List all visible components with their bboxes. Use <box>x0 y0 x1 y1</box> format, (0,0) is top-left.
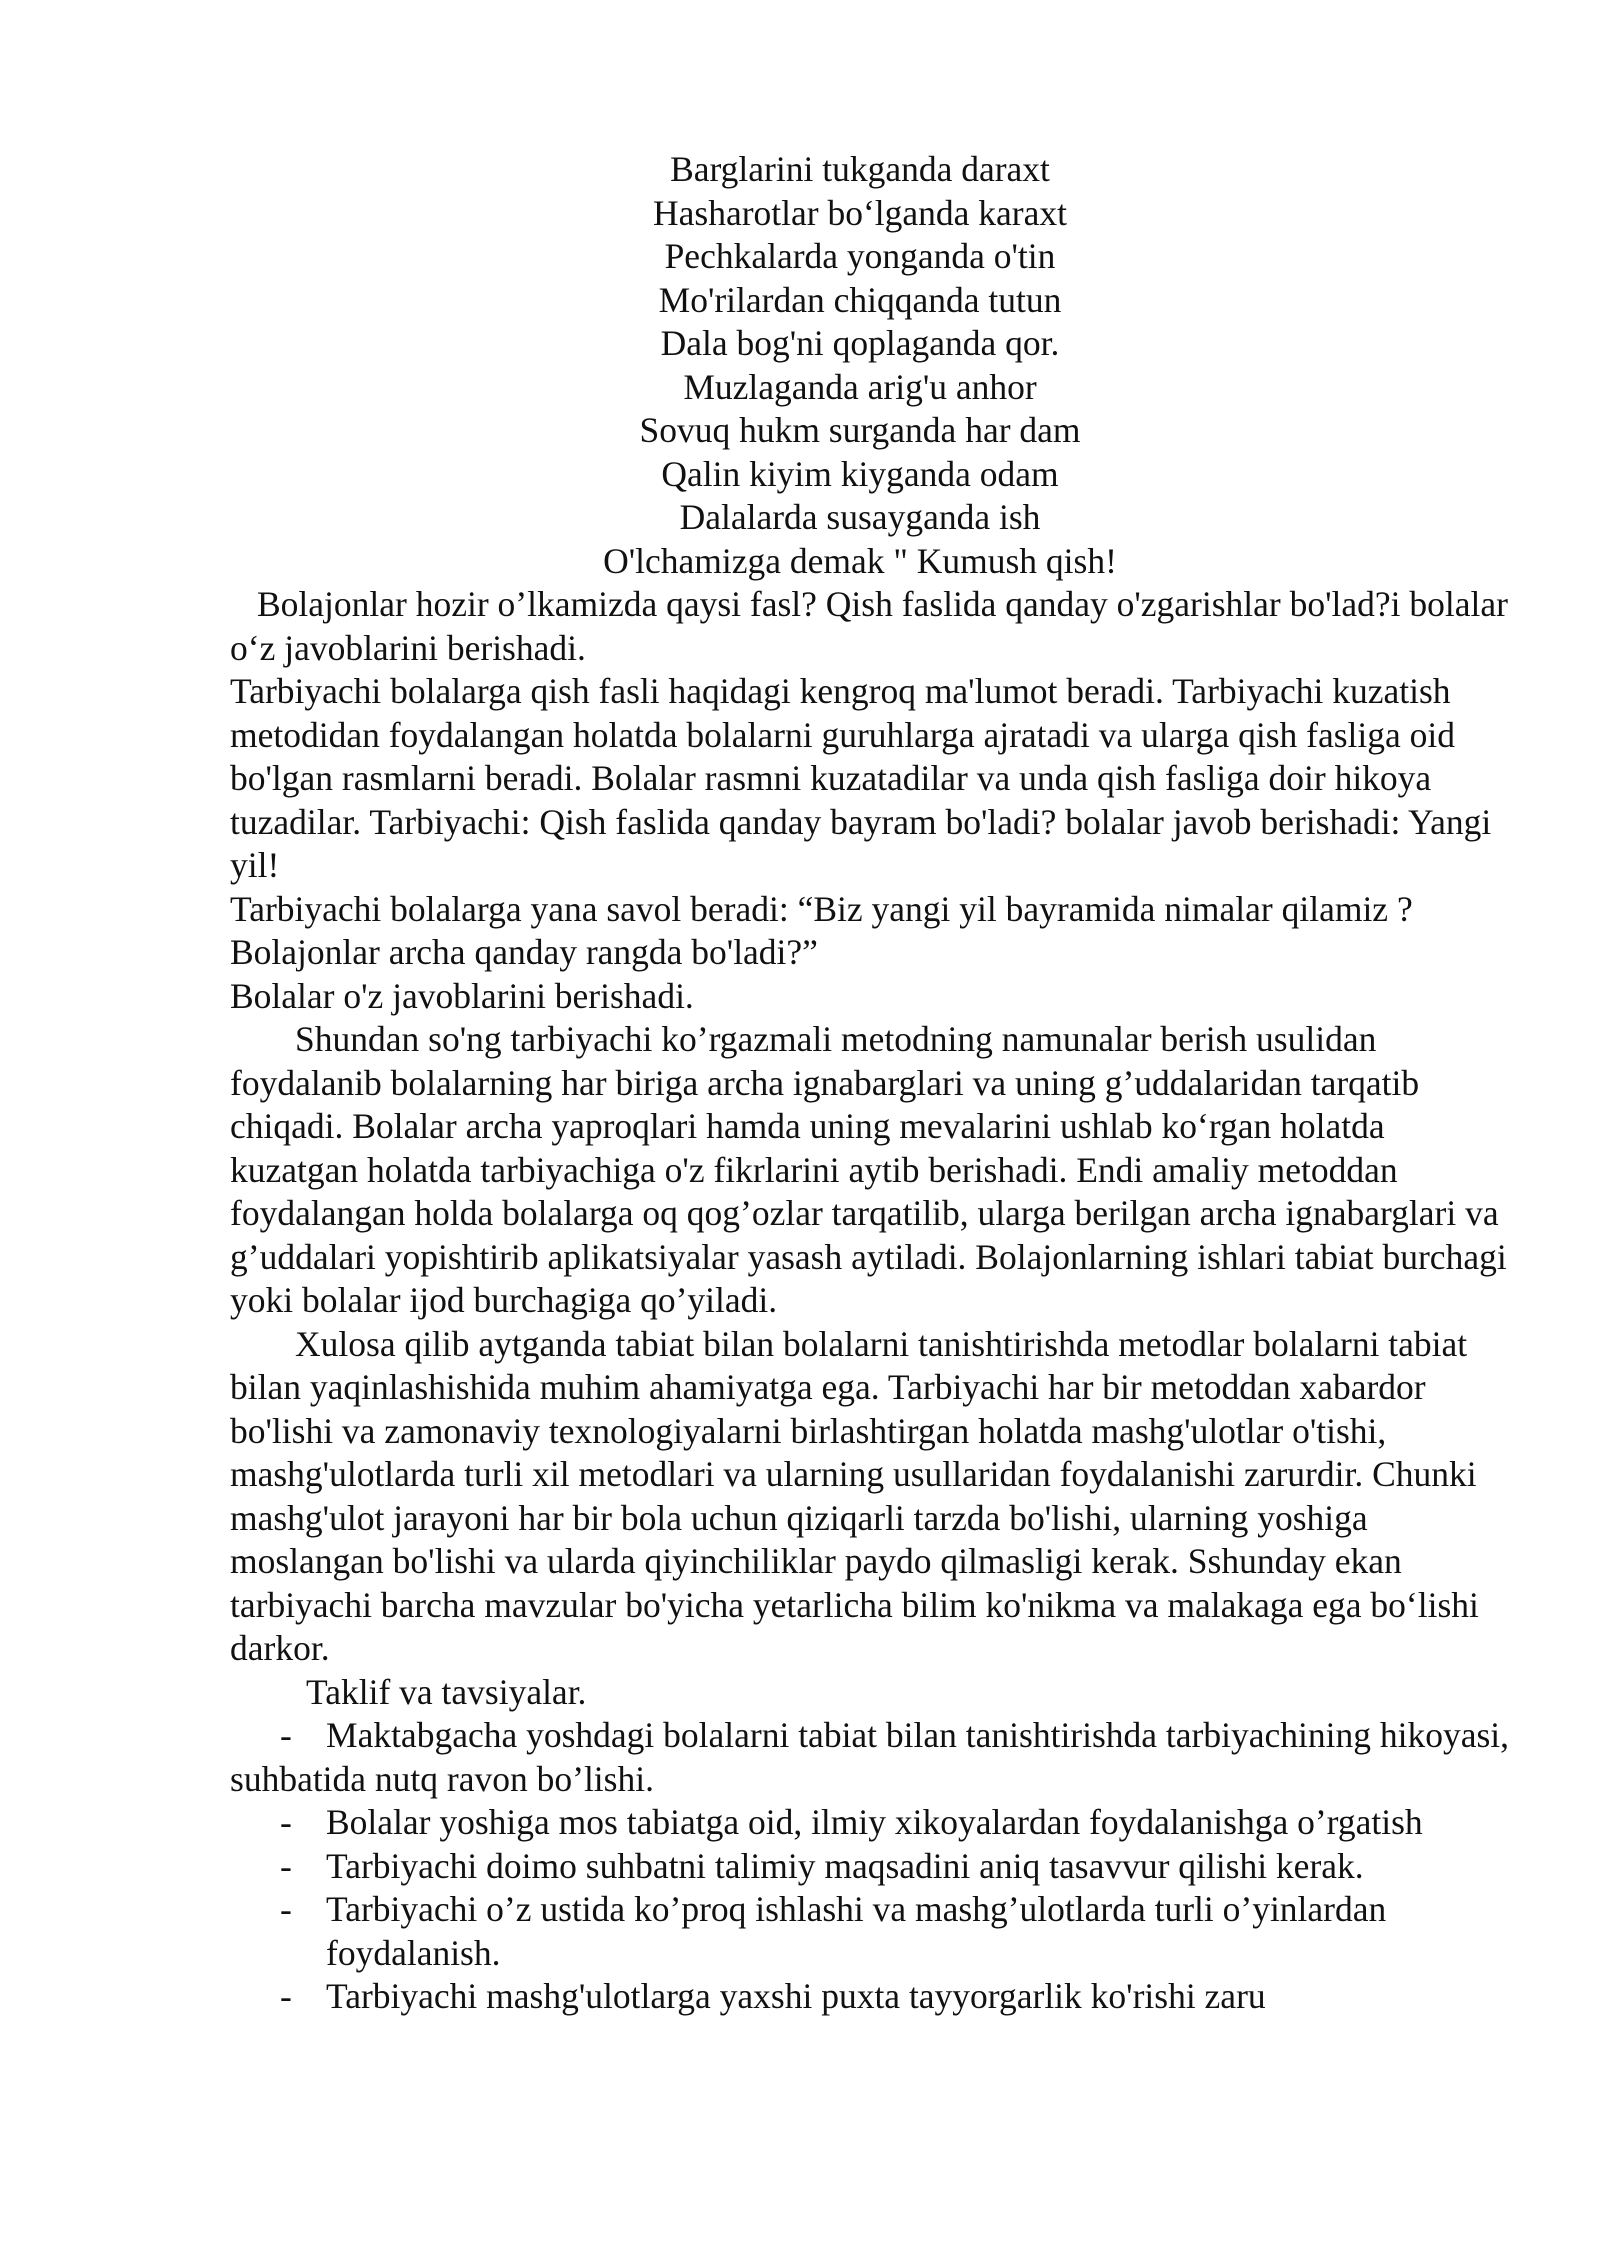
list-item-text: Tarbiyachi o’z ustida ko’proq ishlashi va mashg’ulotlarda turli o’yinlardan foydalanish. <box>326 1889 1387 1973</box>
poem <box>230 148 1490 583</box>
poem-line: Pechkalarda yonganda o'tin <box>664 236 1056 276</box>
poem-line: Qalin kiyim kiyganda odam <box>661 453 1059 494</box>
list-item: - Tarbiyachi o’z ustida ko’proq ishlashi va mashg’ulotlarda turli o’yinlardan foydalanish. <box>280 1889 1387 1973</box>
recommendations-heading: Taklif va tavsiyalar. <box>306 1671 587 1712</box>
paragraph-teacher-info: Tarbiyachi bolalarga qish fasli haqidagi kengroq ma'lumot beradi. Tarbiyachi kuzatish metodidan foydalangan holatda bolalarni guruhlarga ajratadi va ularga qish fasliga oid bo'lgan rasmlarni beradi. Bolalar rasmni kuzatadilar va unda qish fasliga doir hikoya tuzadilar. Tarbiyachi: Qish faslida qanday bayram bo'ladi? bolalar javob berishadi: Yangi yil! <box>230 671 1492 885</box>
poem-line: Dala bog'ni qoplaganda qor. <box>660 323 1060 363</box>
poem-line: O'lchamizga demak " Kumush qish! <box>603 540 1117 581</box>
list-dash: - <box>280 1715 292 1755</box>
paragraph-question: Bolajonlar hozir o’lkamizda qaysi fasl? Qish faslida qanday o'zgarishlar bo'lad?i bolalar o‘z javoblarini berishadi. <box>230 584 1508 668</box>
paragraph-children-answer: Bolalar o'z javoblarini berishadi. <box>230 975 694 1016</box>
list-item: - Bolalar yoshiga mos tabiatga oid, ilmiy xikoyalardan foydalanishga o’rgatish <box>280 1802 1423 1842</box>
document-body <box>230 148 1510 2019</box>
poem-line: Muzlaganda arig'u anhor <box>683 366 1037 407</box>
poem-line: Sovuq hukm surganda har dam <box>639 410 1081 450</box>
poem-line: Barglarini tukganda daraxt <box>670 149 1050 189</box>
list-item: - Tarbiyachi doimo suhbatni talimiy maqsadini aniq tasavvur qilishi kerak. <box>280 1845 1364 1886</box>
list-item-text: Maktabgacha yoshdagi bolalarni tabiat bilan tanishtirishda tarbiyachining hikoyasi, suhbatida nutq ravon bo’lishi. <box>230 1715 1510 1799</box>
recommendations-list <box>230 1714 1510 2019</box>
poem-line: Dalalarda susayganda ish <box>679 497 1041 537</box>
paragraph-teacher-question: Tarbiyachi bolalarga yana savol beradi: “Biz yangi yil bayramida nimalar qilamiz ? Bolajonlar archa qanday rangda bo'ladi?” <box>230 888 1413 972</box>
paragraph-demonstration: Shundan so'ng tarbiyachi ko’rgazmali metodning namunalar berish usulidan foydalanib bolalarning har biriga archa ignabarglari va uning g’uddalaridan tarqatib chiqadi. Bolalar archa yaproqlari hamda uning mevalarini ushlab ko‘rgan holatda kuzatgan holatda tarbiyachiga o'z fikrlarini aytib berishadi. Endi amaliy metoddan foydalangan holda bolalarga oq qog’ozlar tarqatilib, ularga berilgan archa ignabarglari va g’uddalari yopishtirib aplikatsiyalar yasash aytiladi. Bolajonlarning ishlari tabiat burchagi yoki bolalar ijod burchagiga qo’yiladi. <box>230 1019 1507 1320</box>
list-item: - Tarbiyachi mashg'ulotlarga yaxshi puxta tayyorgarlik ko'rishi zaru <box>280 1976 1266 2016</box>
poem-line: Hasharotlar bo‘lganda karaxt <box>653 192 1067 233</box>
list-item-text: Tarbiyachi doimo suhbatni talimiy maqsadini aniq tasavvur qilishi kerak. <box>326 1845 1364 1886</box>
list-item-text: Tarbiyachi mashg'ulotlarga yaxshi puxta tayyorgarlik ko'rishi zaru <box>326 1976 1266 2016</box>
list-item <box>230 1714 1510 1801</box>
poem-line: Mo'rilardan chiqqanda tutun <box>658 279 1062 320</box>
paragraph-conclusion: Xulosa qilib aytganda tabiat bilan bolalarni tanishtirishda metodlar bolalarni tabiat bilan yaqinlashishida muhim ahamiyatga ega. Tarbiyachi har bir metoddan xabardor bo'lishi va zamonaviy texnologiyalarni birlashtirgan holatda mashg'ulotlar o'tishi, mashg'ulotlarda turli xil metodlari va ularning usullaridan foydalanishi zarurdir. Chunki mashg'ulot jarayoni har bir bola uchun qiziqarli tarzda bo'lishi, ularning yoshiga moslangan bo'lishi va ularda qiyinchiliklar paydo qilmasligi kerak. Sshunday ekan tarbiyachi barcha mavzular bo'yicha yetarlicha bilim ko'nikma va malakaga ega bo‘lishi darkor. <box>230 1323 1479 1668</box>
list-item-text: Bolalar yoshiga mos tabiatga oid, ilmiy xikoyalardan foydalanishga o’rgatish <box>326 1802 1423 1842</box>
